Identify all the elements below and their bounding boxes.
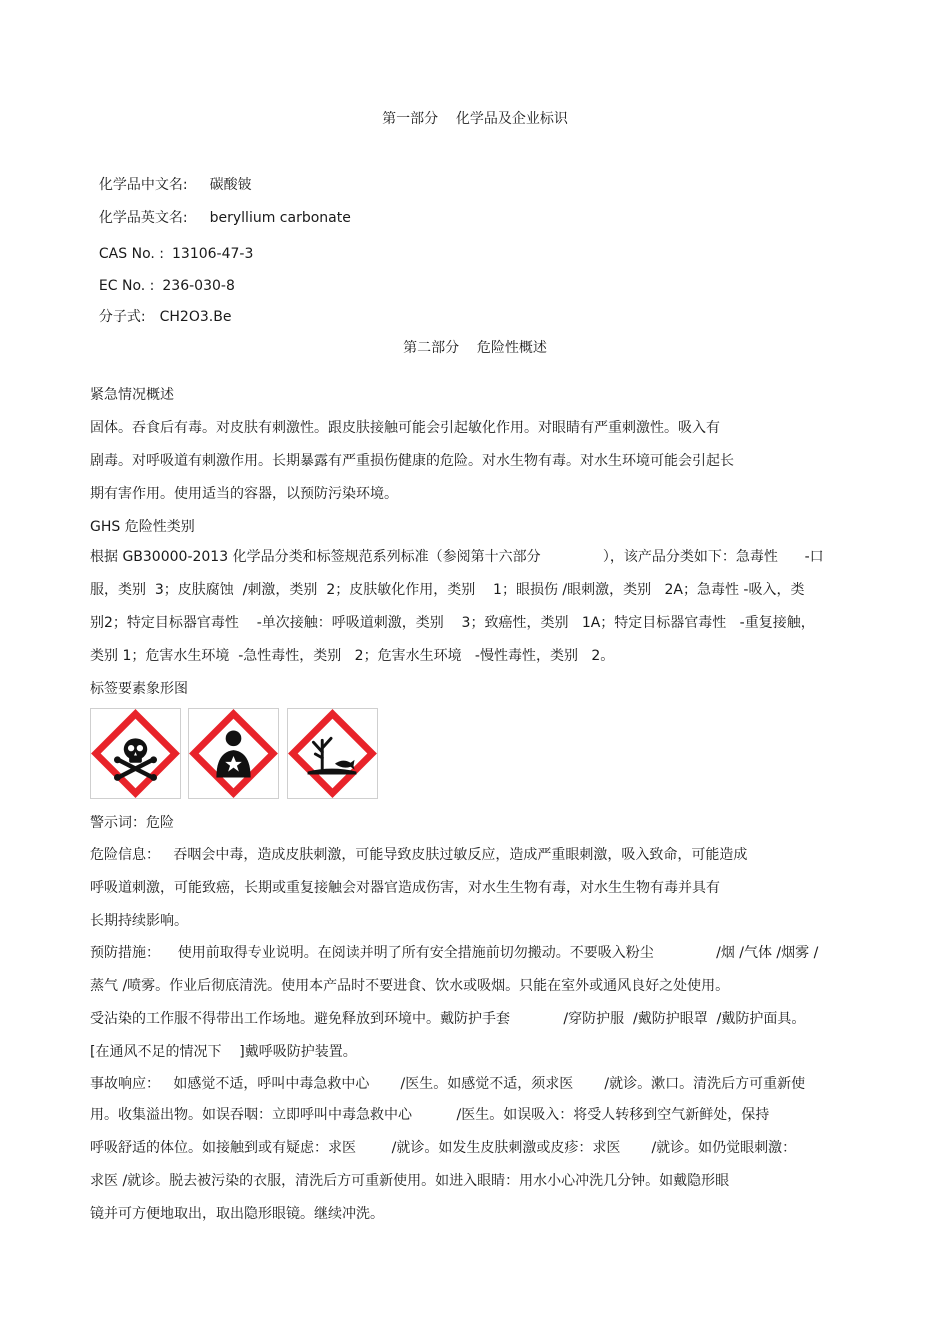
en-name-label: 化学品英文名:	[98, 210, 188, 226]
prevention-line: 预防措施： 使用前取得专业说明。在阅读并明了所有安全措施前切勿搬动。不要吸入粉尘 /烟 /气体 /烟雾 /	[90, 945, 819, 961]
pictogram-skull	[90, 708, 181, 799]
emergency-heading: 紧急情况概述	[90, 387, 174, 403]
en-name-value: beryllium carbonate	[209, 210, 351, 226]
cn-name-label: 化学品中文名:	[98, 177, 188, 193]
response-line: 求医 /就诊。脱去被污染的衣服，清洗后方可重新使用。如进入眼睛：用水小心冲洗几分钟。如戴隐形眼	[90, 1173, 730, 1189]
cn-name-row	[90, 158, 252, 194]
formula-label: 分子式:	[98, 309, 146, 325]
section2-title: 第二部分 危险性概述	[403, 340, 547, 356]
ec-label: EC No. :	[98, 278, 155, 294]
ghs-line: 类别 1；危害水生环境 -急性毒性，类别 2；危害水生环境 -慢性毒性，类别 2。	[90, 648, 615, 664]
signal-word: 警示词：危险	[90, 815, 174, 831]
pictogram-environment	[287, 708, 378, 799]
section1-title: 第一部分 化学品及企业标识	[382, 111, 568, 127]
ghs-line: 别2；特定目标器官毒性 -单次接触：呼吸道刺激，类别 3；致癌性，类别 1A；特定目标器官毒性 -重复接触，	[90, 615, 815, 631]
skull-crossbones-icon	[91, 709, 180, 798]
health-hazard-icon	[189, 709, 278, 798]
response-line: 镜并可方便地取出，取出隐形眼镜。继续冲洗。	[90, 1206, 384, 1222]
prevention-line: 受沾染的工作服不得带出工作场地。避免释放到环境中。戴防护手套 /穿防护服 /戴防护眼罩 /戴防护面具。	[90, 1011, 806, 1027]
emergency-line: 期有害作用。使用适当的容器，以预防污染环境。	[90, 486, 398, 502]
emergency-line: 剧毒。对呼吸道有刺激作用。长期暴露有严重损伤健康的危险。对水生物有毒。对水生环境可能会引起长	[90, 453, 734, 469]
hazard-info-line: 长期持续影响。	[90, 913, 188, 929]
emergency-line: 固体。吞食后有毒。对皮肤有刺激性。跟皮肤接触可能会引起敏化作用。对眼睛有严重刺激性。吸入有	[90, 420, 720, 436]
cas-value: 13106-47-3	[172, 246, 254, 262]
ghs-line: 根据 GB30000-2013 化学品分类和标签规范系列标准（参阅第十六部分 ），该产品分类如下：急毒性 -口	[90, 549, 824, 565]
response-line: 呼吸舒适的体位。如接触到或有疑虑：求医 /就诊。如发生皮肤刺激或皮疹：求医 /就诊。如仍觉眼刺激：	[90, 1140, 797, 1156]
prevention-line: 蒸气 /喷雾。作业后彻底清洗。使用本产品时不要进食、饮水或吸烟。只能在室外或通风良好之处使用。	[90, 978, 730, 994]
hazard-info-line: 呼吸道刺激，可能致癌，长期或重复接触会对器官造成伤害，对水生生物有毒，对水生生物有毒并具有	[90, 880, 720, 896]
environment-icon	[288, 709, 377, 798]
cn-name-value: 碳酸铍	[209, 177, 252, 193]
formula-row	[90, 290, 231, 326]
pictogram-health-hazard	[188, 708, 279, 799]
response-line: 事故响应： 如感觉不适，呼叫中毒急救中心 /医生。如感觉不适，须求医 /就诊。漱口。清洗后方可重新使	[90, 1076, 806, 1092]
en-name-row	[90, 191, 351, 227]
response-line: 用。收集溢出物。如误吞咽：立即呼叫中毒急救中心 /医生。如误吸入：将受人转移到空气新鲜处，保持	[90, 1107, 770, 1123]
ghs-line: 服，类别 3；皮肤腐蚀 /刺激，类别 2；皮肤敏化作用，类别 1；眼损伤 /眼刺激，类别 2A；急毒性 -吸入，类	[90, 582, 805, 598]
cas-label: CAS No. :	[98, 246, 165, 262]
formula-value: CH2O3.Be	[159, 309, 232, 325]
prevention-line: [在通风不足的情况下 ]戴呼吸防护装置。	[90, 1044, 357, 1060]
pictogram-heading: 标签要素象形图	[90, 681, 188, 697]
ghs-heading: GHS 危险性类别	[90, 519, 195, 535]
ec-value: 236-030-8	[162, 278, 235, 294]
cas-row	[90, 227, 253, 263]
hazard-info-line: 危险信息： 吞咽会中毒，造成皮肤刺激，可能导致皮肤过敏反应，造成严重眼刺激，吸入致命，可能造成	[90, 847, 748, 863]
